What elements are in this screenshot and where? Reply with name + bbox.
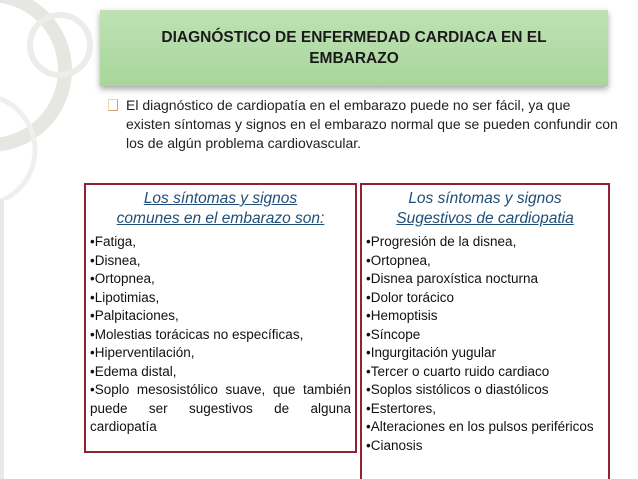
decorative-circles [0, 0, 100, 200]
heading-line-2: Sugestivos de cardiopatia [396, 210, 574, 227]
list-item: •Progresión de la disnea, [366, 234, 517, 249]
suggestive-symptoms-heading [366, 189, 604, 229]
heading-line-1: Los síntomas y signos [143, 190, 298, 207]
list-item: •Edema distal, [90, 363, 177, 379]
intro-text: El diagnóstico de cardiopatía en el embarazo puede no ser fácil, ya que existen síntomas y signos en el embarazo normal que se pueden confundir con los de algún problema cardiovascular. [126, 97, 618, 151]
list-item: •Palpitaciones, [90, 308, 179, 323]
list-item: •Tercer o cuarto ruido cardiaco [366, 363, 550, 379]
list-item: •Disnea paroxística nocturna [366, 271, 539, 286]
slide-title [119, 27, 589, 69]
list-item: •Ortopnea, [90, 271, 155, 286]
suggestive-symptoms-box [360, 183, 610, 479]
list-item: •Síncope [366, 326, 421, 342]
common-symptoms-heading [90, 189, 351, 229]
list-item: •Alteraciones en los pulsos periféricos [366, 419, 594, 434]
list-item: •Soplo mesosistólico suave, que también puede ser sugestivos de alguna cardiopatía [90, 382, 351, 434]
list-item: •Soplos sistólicos o diastólicos [366, 382, 549, 397]
list-item: •Molestias torácicas no específicas, [90, 326, 304, 342]
list-item: •Estertores, [366, 400, 436, 416]
heading-line-2: comunes en el embarazo son: [116, 210, 325, 227]
title-box [100, 10, 608, 86]
list-item: •Dolor torácico [366, 289, 455, 305]
heading-line-1: Los síntomas y signos [408, 190, 562, 207]
decorative-side-line [0, 200, 4, 479]
bullet-icon [108, 99, 118, 111]
list-item: •Ortopnea, [366, 252, 431, 268]
list-item: •Fatiga, [90, 234, 136, 249]
list-item: •Hiperventilación, [90, 345, 195, 360]
list-item: •Lipotimias, [90, 289, 160, 305]
list-item: •Cianosis [366, 437, 423, 453]
title-line-2: EMBARAZO [309, 50, 399, 67]
list-item: •Disnea, [90, 252, 141, 268]
common-symptoms-box [84, 183, 357, 453]
title-line-1: DIAGNÓSTICO DE ENFERMEDAD CARDIACA EN EL [161, 29, 547, 46]
intro-bullet [108, 96, 618, 153]
list-item: •Ingurgitación yugular [366, 345, 497, 360]
list-item: •Hemoptisis [366, 308, 438, 323]
